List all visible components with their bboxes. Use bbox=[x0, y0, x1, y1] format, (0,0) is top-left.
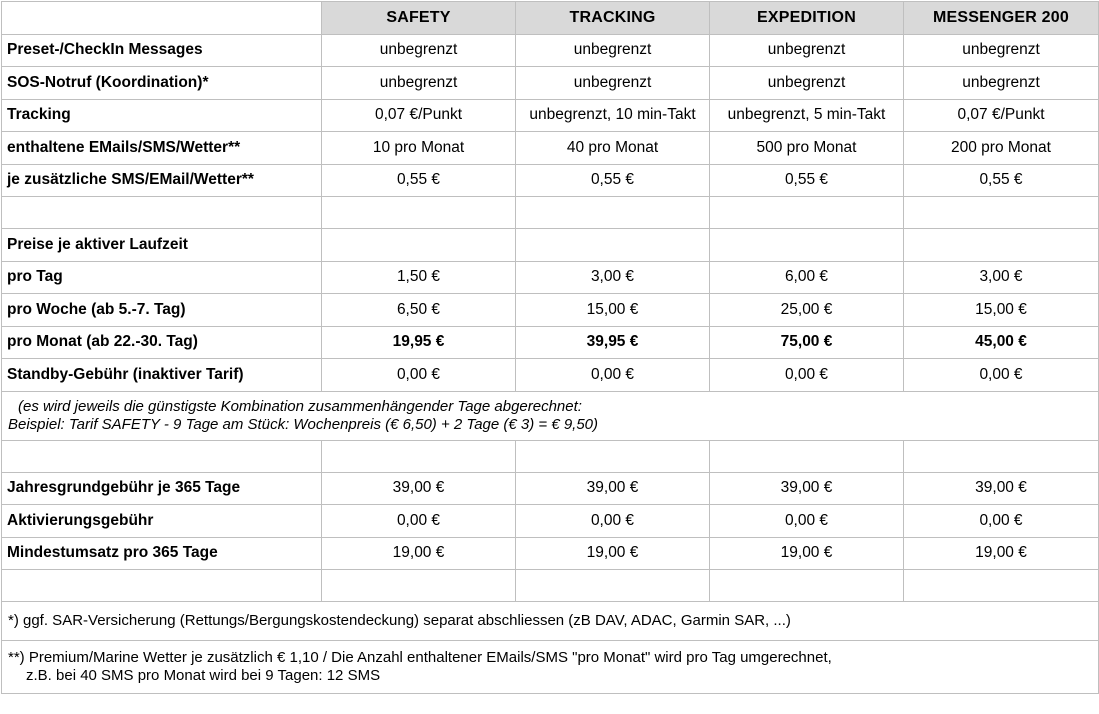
cell-value: 39,95 € bbox=[516, 326, 710, 359]
cell-value: 6,50 € bbox=[322, 294, 516, 327]
cell-value: 10 pro Monat bbox=[322, 132, 516, 165]
column-header-tracking: TRACKING bbox=[516, 2, 710, 35]
cell-value: 0,00 € bbox=[904, 505, 1099, 538]
cell-value: 0,00 € bbox=[516, 359, 710, 392]
row-label: Standby-Gebühr (inaktiver Tarif) bbox=[2, 359, 322, 392]
table-row bbox=[2, 164, 1099, 197]
cell-value: 19,00 € bbox=[904, 537, 1099, 570]
empty-cell bbox=[904, 197, 1099, 229]
cell-value: unbegrenzt bbox=[322, 34, 516, 67]
cell-value: 0,55 € bbox=[904, 164, 1099, 197]
empty-cell bbox=[2, 440, 322, 472]
cell-value: 3,00 € bbox=[904, 261, 1099, 294]
empty-cell bbox=[710, 570, 904, 602]
cell-value: 0,00 € bbox=[322, 359, 516, 392]
cell-value: 0,07 €/Punkt bbox=[904, 99, 1099, 132]
empty-cell bbox=[904, 440, 1099, 472]
footnote-row bbox=[2, 602, 1099, 641]
cell-value: unbegrenzt bbox=[322, 67, 516, 100]
note-row bbox=[2, 391, 1099, 440]
cell-value: 40 pro Monat bbox=[516, 132, 710, 165]
cell-value: 19,00 € bbox=[322, 537, 516, 570]
row-label: pro Monat (ab 22.-30. Tag) bbox=[2, 326, 322, 359]
row-label: Mindestumsatz pro 365 Tage bbox=[2, 537, 322, 570]
empty-cell bbox=[904, 570, 1099, 602]
cell-value: 19,95 € bbox=[322, 326, 516, 359]
table-row bbox=[2, 294, 1099, 327]
table-row bbox=[2, 67, 1099, 100]
cell-value: 200 pro Monat bbox=[904, 132, 1099, 165]
empty-cell bbox=[516, 440, 710, 472]
spacer-row bbox=[2, 570, 1099, 602]
empty-cell bbox=[710, 197, 904, 229]
footnote-sar: *) ggf. SAR-Versicherung (Rettungs/Bergungskostendeckung) separat abschliessen (zB DAV, ADAC, Garmin SAR, ...) bbox=[2, 602, 1099, 641]
empty-cell bbox=[516, 197, 710, 229]
table-row bbox=[2, 537, 1099, 570]
row-label: pro Tag bbox=[2, 261, 322, 294]
cell-value: unbegrenzt, 10 min-Takt bbox=[516, 99, 710, 132]
column-header-safety: SAFETY bbox=[322, 2, 516, 35]
cell-value: 19,00 € bbox=[516, 537, 710, 570]
cell-value: 0,00 € bbox=[322, 505, 516, 538]
cell-value: 0,55 € bbox=[322, 164, 516, 197]
empty-cell bbox=[2, 570, 322, 602]
footnote-row bbox=[2, 641, 1099, 694]
column-header-expedition: EXPEDITION bbox=[710, 2, 904, 35]
cell-value: 25,00 € bbox=[710, 294, 904, 327]
tariff-table bbox=[1, 1, 1099, 694]
cell-value: 0,55 € bbox=[516, 164, 710, 197]
cell-value: unbegrenzt bbox=[710, 34, 904, 67]
cell-value: 0,55 € bbox=[710, 164, 904, 197]
row-label: enthaltene EMails/SMS/Wetter** bbox=[2, 132, 322, 165]
header-corner-cell bbox=[2, 2, 322, 35]
cell-value: 39,00 € bbox=[322, 472, 516, 505]
cell-value: unbegrenzt bbox=[904, 67, 1099, 100]
cell-value: 6,00 € bbox=[710, 261, 904, 294]
empty-cell bbox=[516, 229, 710, 262]
cell-value: 39,00 € bbox=[516, 472, 710, 505]
cell-value: unbegrenzt, 5 min-Takt bbox=[710, 99, 904, 132]
empty-cell bbox=[516, 570, 710, 602]
table-row bbox=[2, 505, 1099, 538]
cell-value: 15,00 € bbox=[516, 294, 710, 327]
cell-value: unbegrenzt bbox=[904, 34, 1099, 67]
column-header-messenger-200: MESSENGER 200 bbox=[904, 2, 1099, 35]
table-row bbox=[2, 34, 1099, 67]
footnote-weather-line-1: **) Premium/Marine Wetter je zusätzlich € 1,10 / Die Anzahl enthaltener EMails/SMS "pro Monat" wird pro Tag umgerechnet, bbox=[8, 649, 832, 666]
billing-note-line-2: Beispiel: Tarif SAFETY - 9 Tage am Stück: Wochenpreis (€ 6,50) + 2 Tage (€ 3) = € 9,50) bbox=[8, 415, 599, 433]
cell-value: 0,00 € bbox=[516, 505, 710, 538]
row-label: Tracking bbox=[2, 99, 322, 132]
row-label: Preset-/CheckIn Messages bbox=[2, 34, 322, 67]
cell-value: 75,00 € bbox=[710, 326, 904, 359]
billing-note-line-1: (es wird jeweils die günstigste Kombination zusammenhängender Tage abgerechnet: bbox=[18, 397, 582, 415]
empty-cell bbox=[322, 197, 516, 229]
header-row bbox=[2, 2, 1099, 35]
cell-value: 1,50 € bbox=[322, 261, 516, 294]
cell-value: unbegrenzt bbox=[516, 34, 710, 67]
cell-value: 0,07 €/Punkt bbox=[322, 99, 516, 132]
cell-value: unbegrenzt bbox=[516, 67, 710, 100]
empty-cell bbox=[904, 229, 1099, 262]
cell-value: 0,00 € bbox=[710, 359, 904, 392]
table-row bbox=[2, 99, 1099, 132]
empty-cell bbox=[322, 570, 516, 602]
row-label: SOS-Notruf (Koordination)* bbox=[2, 67, 322, 100]
cell-value: 500 pro Monat bbox=[710, 132, 904, 165]
row-label: Aktivierungsgebühr bbox=[2, 505, 322, 538]
empty-cell bbox=[322, 440, 516, 472]
spacer-row bbox=[2, 440, 1099, 472]
empty-cell bbox=[710, 440, 904, 472]
spacer-row bbox=[2, 197, 1099, 229]
billing-note bbox=[2, 391, 1099, 440]
cell-value: 39,00 € bbox=[710, 472, 904, 505]
cell-value: 0,00 € bbox=[710, 505, 904, 538]
cell-value: 0,00 € bbox=[904, 359, 1099, 392]
cell-value: 39,00 € bbox=[904, 472, 1099, 505]
cell-value: 3,00 € bbox=[516, 261, 710, 294]
cell-value: unbegrenzt bbox=[710, 67, 904, 100]
footnote-weather-line-2: z.B. bei 40 SMS pro Monat wird bei 9 Tagen: 12 SMS bbox=[26, 667, 381, 684]
table-row bbox=[2, 359, 1099, 392]
section-header-row bbox=[2, 229, 1099, 262]
table-row bbox=[2, 132, 1099, 165]
row-label: Jahresgrundgebühr je 365 Tage bbox=[2, 472, 322, 505]
table-row bbox=[2, 472, 1099, 505]
cell-value: 15,00 € bbox=[904, 294, 1099, 327]
cell-value: 45,00 € bbox=[904, 326, 1099, 359]
empty-cell bbox=[322, 229, 516, 262]
footnote-weather bbox=[2, 641, 1099, 694]
row-label: pro Woche (ab 5.-7. Tag) bbox=[2, 294, 322, 327]
row-label: je zusätzliche SMS/EMail/Wetter** bbox=[2, 164, 322, 197]
cell-value: 19,00 € bbox=[710, 537, 904, 570]
empty-cell bbox=[710, 229, 904, 262]
empty-cell bbox=[2, 197, 322, 229]
section-title: Preise je aktiver Laufzeit bbox=[2, 229, 322, 262]
table-row bbox=[2, 326, 1099, 359]
table-row bbox=[2, 261, 1099, 294]
